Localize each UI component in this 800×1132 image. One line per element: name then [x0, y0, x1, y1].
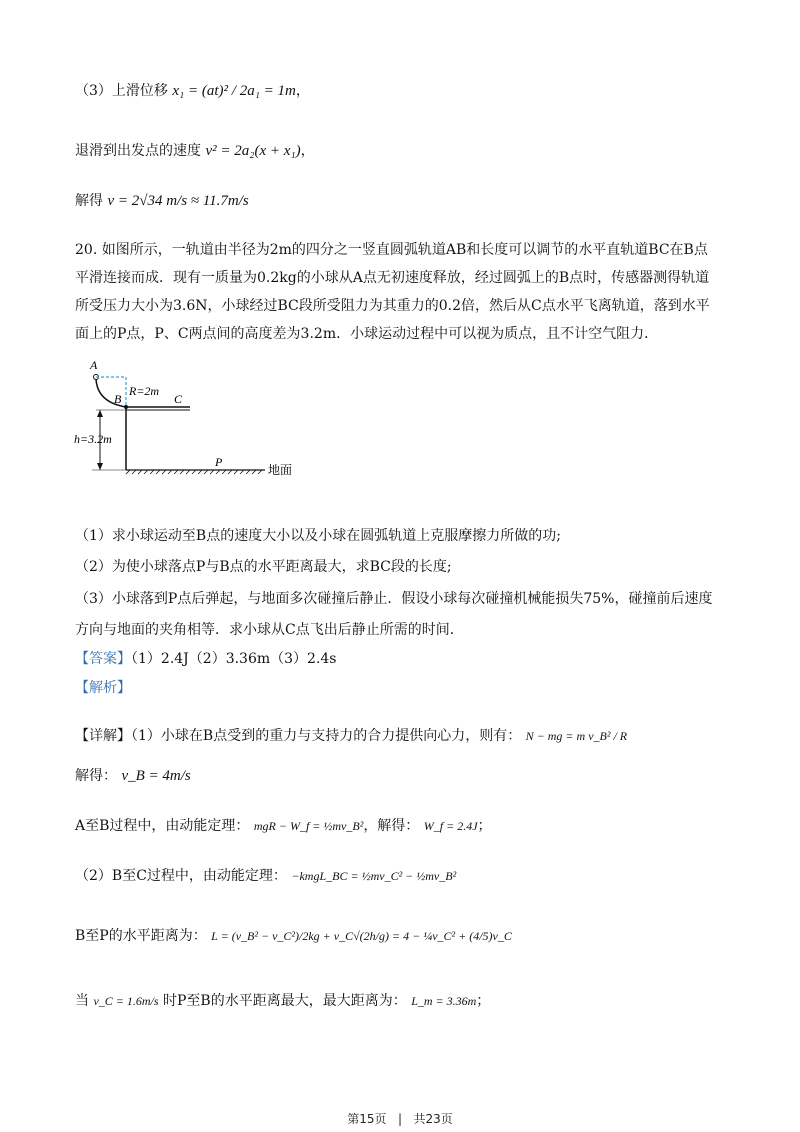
- footer-page: 第15页: [347, 1112, 387, 1126]
- q20-line1: 20. 如图所示，一轨道由半径为2m的四分之一竖直圆弧轨道AB和长度可以调节的水平直轨道BC在B点: [75, 242, 708, 258]
- detail-line6-tail: ；: [476, 993, 491, 1009]
- detail-tag: 【详解】: [75, 728, 131, 744]
- detail-line1: [75, 725, 627, 747]
- detail-eq2: v_B = 4m/s: [121, 768, 191, 784]
- q20-line3: 所受压力大小为3.6N，小球经过BC段所受阻力为其重力的0.2倍，然后从C点水平飞离轨道，落到水平: [75, 298, 710, 314]
- arc-track: [96, 377, 126, 407]
- part3-label: （3）上滑位移: [75, 83, 168, 99]
- part3-line3-label: 解得: [75, 193, 103, 209]
- part3-eq1: x₁ = (at)² / 2a₁ = 1m: [172, 83, 296, 99]
- detail-eq6b: L_m = 3.36m: [411, 994, 477, 1008]
- label-height: h=3.2m: [74, 432, 112, 446]
- height-arrow-down: [97, 463, 103, 470]
- part3-eq2: v² = 2a₂(x + x₁): [205, 143, 301, 159]
- q20-line2: 平滑连接而成．现有一质量为0.2kg的小球从A点无初速度释放，经过圆弧上的B点时，传感器测得轨道: [75, 270, 710, 286]
- part3-line3: [75, 190, 249, 212]
- q20-line4: 面上的P点，P、C两点间的高度差为3.2m．小球运动过程中可以视为质点，且不计空气阻力．: [75, 326, 659, 342]
- detail-line4-label: （2）B至C过程中，由动能定理：: [75, 868, 287, 884]
- detail-eq6a: v_C = 1.6m/s: [93, 994, 159, 1008]
- label-ground: 地面: [268, 463, 293, 477]
- detail-eq4: −kmgL_BC = ½mv_C² − ½mv_B²: [291, 869, 457, 883]
- question-20-text: [75, 236, 735, 348]
- detail-line3-label: A至B过程中，由动能定理：: [75, 818, 250, 834]
- detail-line3-tail: ；: [477, 818, 492, 834]
- detail-eq3b: W_f = 2.4J: [423, 819, 478, 833]
- detail-line4: [75, 865, 456, 887]
- detail-line3-mid: ，解得：: [363, 818, 420, 834]
- ground-hatch: [126, 470, 262, 474]
- height-arrow-up: [97, 410, 103, 417]
- detail-eq5: L = (v_B² − v_C²)/2kg + v_C√(2h/g) = 4 − ¼v_C² + (4/5)v_C: [211, 929, 512, 943]
- label-p: P: [215, 455, 223, 469]
- detail-line5-label: B至P的水平距离为：: [75, 928, 207, 944]
- page-footer: [0, 1110, 800, 1127]
- answer-tag: 【答案】: [75, 651, 131, 667]
- track-diagram: [70, 355, 310, 480]
- detail-eq3: mgR − W_f = ½mv_B²: [253, 819, 364, 833]
- detail-eq1: N − mg = m v_B² / R: [525, 729, 628, 743]
- sub-question-3b: 方向与地面的夹角相等．求小球从C点飞出后静止所需的时间．: [75, 622, 464, 638]
- part3-eq2-tail: ，: [300, 143, 315, 159]
- part3-eq1-tail: ，: [295, 83, 310, 99]
- detail-line6-b: 时P至B的水平距离最大，最大距离为：: [163, 993, 407, 1009]
- detail-line5: [75, 925, 512, 947]
- sub-question-3a: （3）小球落到P点后弹起，与地面多次碰撞后静止．假设小球每次碰撞机械能损失75%，碰撞前后速度: [75, 591, 713, 607]
- sub-question-2: （2）为使小球落点P与B点的水平距离最大，求BC段的长度;: [75, 559, 452, 575]
- detail-line2: [75, 765, 191, 787]
- part3-line2: [75, 140, 315, 162]
- analysis-line: [75, 677, 131, 699]
- footer-total: 共23页: [413, 1112, 453, 1126]
- label-a: A: [90, 358, 98, 372]
- label-radius: R=2m: [129, 384, 160, 398]
- footer-sep: |: [397, 1112, 403, 1126]
- answer-text: （1）2.4J（2）3.36m（3）2.4s: [131, 651, 337, 667]
- detail-line3: [75, 815, 492, 837]
- label-c: C: [174, 392, 183, 406]
- detail-line2-label: 解得：: [75, 768, 117, 784]
- answer-line: [75, 648, 337, 670]
- detail-line1-text: （1）小球在B点受到的重力与支持力的合力提供向心力，则有：: [131, 728, 522, 744]
- sub-question-1: （1）求小球运动至B点的速度大小以及小球在圆弧轨道上克服摩擦力所做的功;: [75, 528, 561, 544]
- detail-line6: [75, 990, 490, 1012]
- analysis-tag: 【解析】: [75, 680, 131, 696]
- part3-line1: [75, 80, 310, 102]
- part3-line2-label: 退滑到出发点的速度: [75, 143, 201, 159]
- detail-line6-a: 当: [75, 993, 89, 1009]
- part3-eq3: v = 2√34 m/s ≈ 11.7m/s: [107, 193, 249, 209]
- label-b: B: [114, 392, 122, 406]
